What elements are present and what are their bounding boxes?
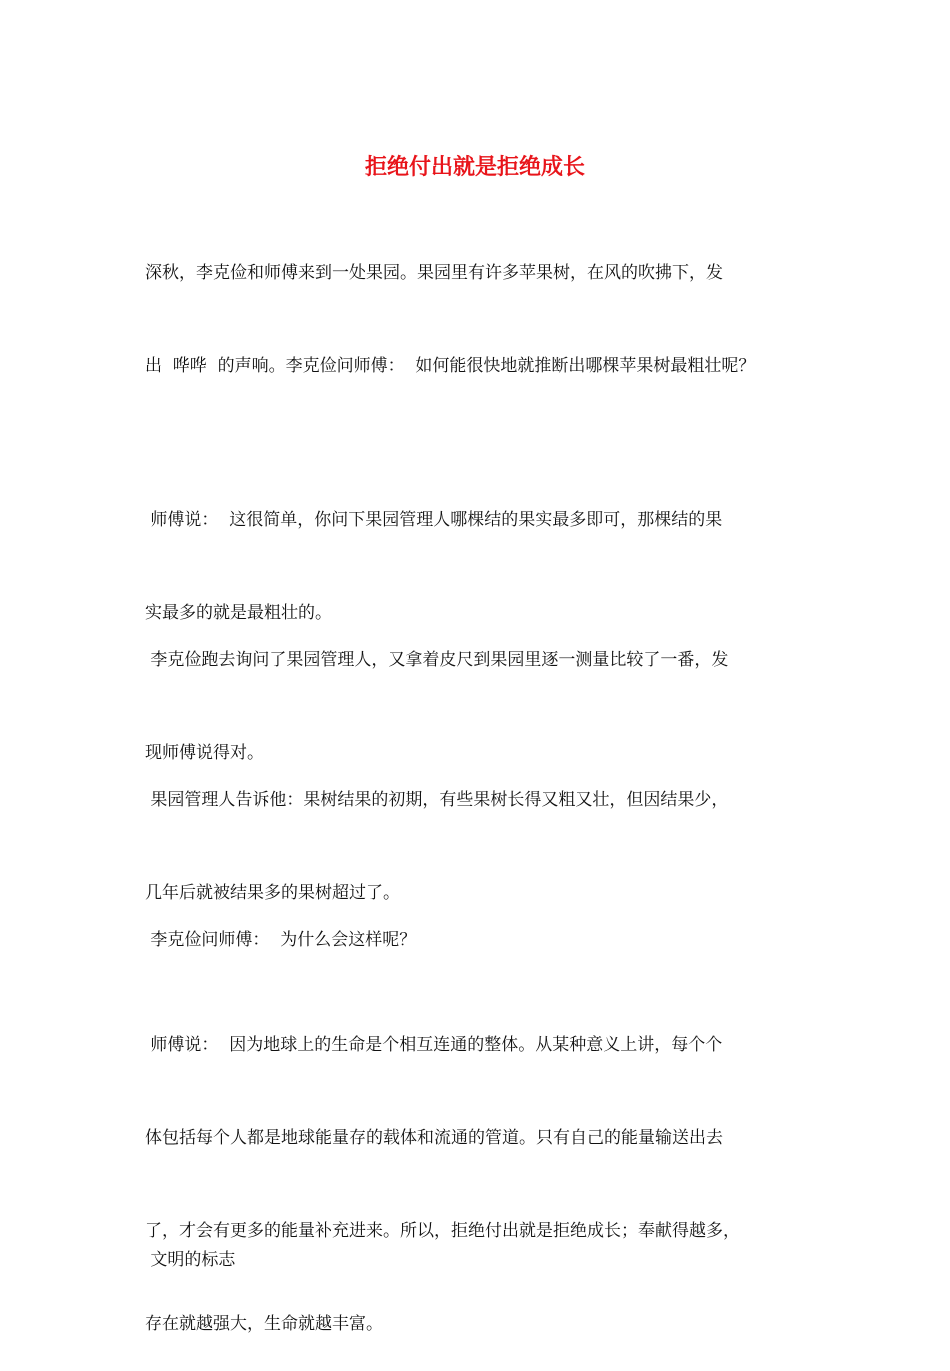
paragraph-6 [145, 968, 825, 1371]
paragraph-line: 师傅说： 这很简单，你问下果园管理人哪棵结的果实最多即可，那棵结的果 [145, 510, 723, 530]
paragraph-line: 了，才会有更多的能量补充进来。所以，拒绝付出就是拒绝成长；奉献得越多， [145, 1221, 740, 1241]
paragraph-line: 存在就越强大，生命就越丰富。 [145, 1314, 383, 1334]
paragraph-line: 几年后就被结果多的果树超过了。 [145, 883, 400, 903]
paragraph-line: 李克俭跑去询问了果园管理人，又拿着皮尺到果园里逐一测量比较了一番，发 [145, 650, 729, 670]
paragraph-line: 师傅说： 因为地球上的生命是个相互连通的整体。从某种意义上讲，每个个 [145, 1035, 723, 1055]
paragraph-line: 文明的标志 [145, 1250, 236, 1270]
paragraph-line: 实最多的就是最粗壮的。 [145, 603, 332, 623]
paragraph-line: 现师傅说得对。 [145, 743, 264, 763]
paragraph-line: 体包括每个人都是地球能量存的载体和流通的管道。只有自己的能量输送出去 [145, 1128, 723, 1148]
paragraph-7 [145, 1183, 825, 1307]
paragraph-1 [145, 196, 825, 413]
paragraph-line: 果园管理人告诉他：果树结果的初期，有些果树长得又粗又壮，但因结果少， [145, 790, 729, 810]
paragraph-line: 深秋，李克俭和师傅来到一处果园。果园里有许多苹果树，在风的吹拂下，发 [145, 263, 723, 283]
paragraph-line: 出 哗哗 的声响。李克俭问师傅： 如何能很快地就推断出哪棵苹果树最粗壮呢？ [145, 356, 756, 376]
document-title: 拒绝付出就是拒绝成长 [364, 154, 585, 180]
paragraph-line: 李克俭问师傅： 为什么会这样呢？ [145, 930, 417, 950]
